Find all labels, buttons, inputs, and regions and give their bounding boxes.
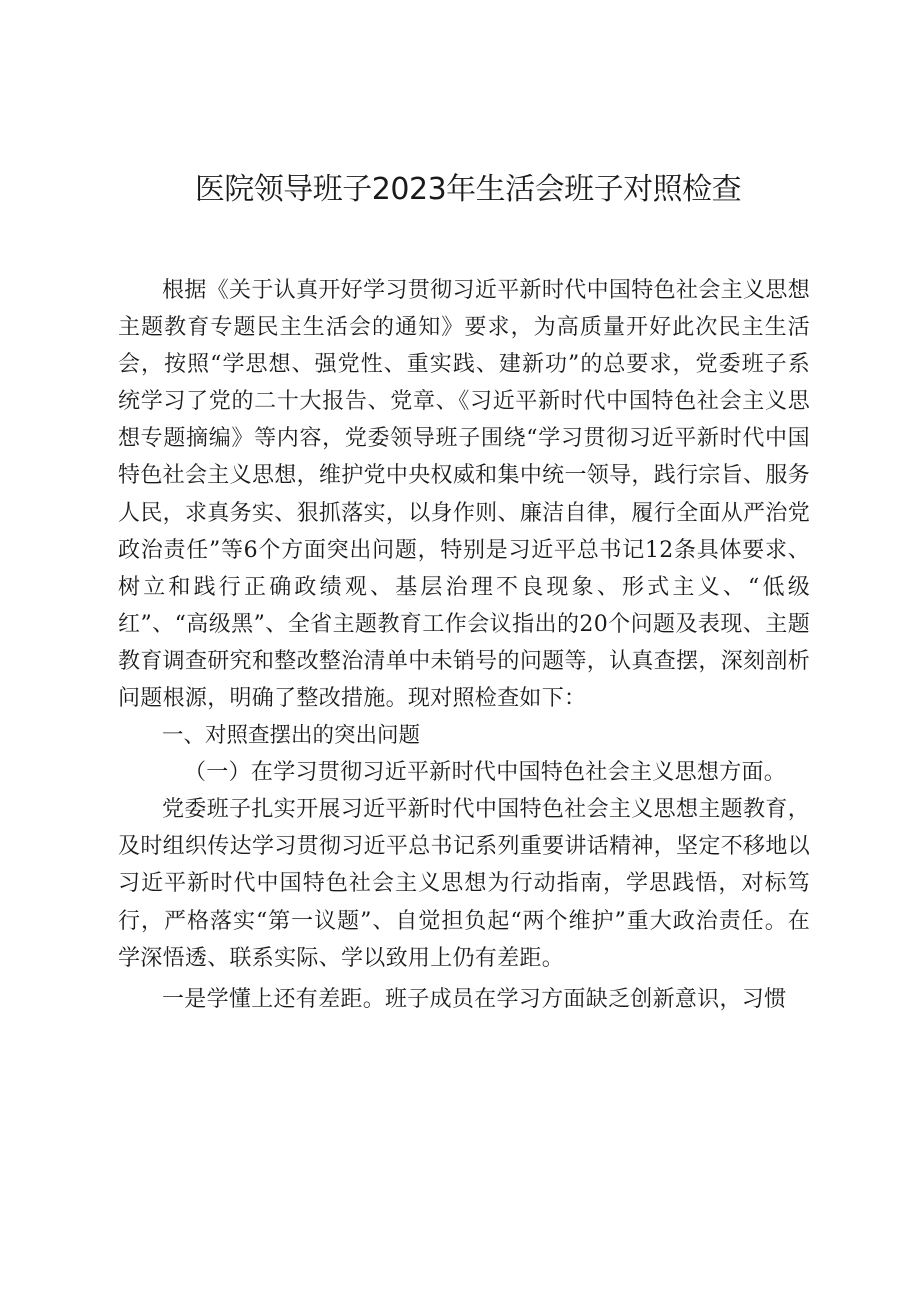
subsection-paragraph-1: 党委班子扎实开展习近平新时代中国特色社会主义思想主题教育，及时组织传达学习贯彻习近平总书记系列重要讲话精神，坚定不移地以习近平新时代中国特色社会主义思想为行动指南，学思践悟，对标笃行，严格落实“第一议题”、自觉担负起“两个维护”重大政治责任。在学深悟透、联系实际、学以致用上仍有差距。 bbox=[118, 797, 810, 971]
intro-paragraph: 根据《关于认真开好学习贯彻习近平新时代中国特色社会主义思想主题教育专题民主生活会的通知》要求，为高质量开好此次民主生活会，按照“学思想、强党性、重实践、建新功”的总要求，党委班子系统学习了党的二十大报告、党章、《习近平新时代中国特色社会主义思想专题摘编》等内容，党委领导班子围绕“学习贯彻习近平新时代中国特色社会主义思想，维护党中央权威和集中统一领导，践行宗旨、服务人民，求真务实、狠抓落实，以身作则、廉洁自律，履行全面从严治党政治责任”等6个方面突出问题，特别是习近平总书记12条具体要求、树立和践行正确政绩观、基层治理不良现象、形式主义、“低级红”、“高级黑”、全省主题教育工作会议指出的20个问题及表现、主题教育调查研究和整改整治清单中未销号的问题等，认真查摆，深刻剖析问题根源，明确了整改措施。现对照检查如下： bbox=[118, 278, 810, 712]
subsection-heading-1: （一）在学习贯彻习近平新时代中国特色社会主义思想方面。 bbox=[184, 760, 787, 786]
section-heading-1: 一、对照查摆出的突出问题 bbox=[162, 723, 421, 749]
document-title: 医院领导班子2023年生活会班子对照检查 bbox=[194, 172, 742, 207]
point-paragraph-1: 一是学懂上还有差距。班子成员在学习方面缺乏创新意识，习惯 bbox=[162, 986, 787, 1012]
